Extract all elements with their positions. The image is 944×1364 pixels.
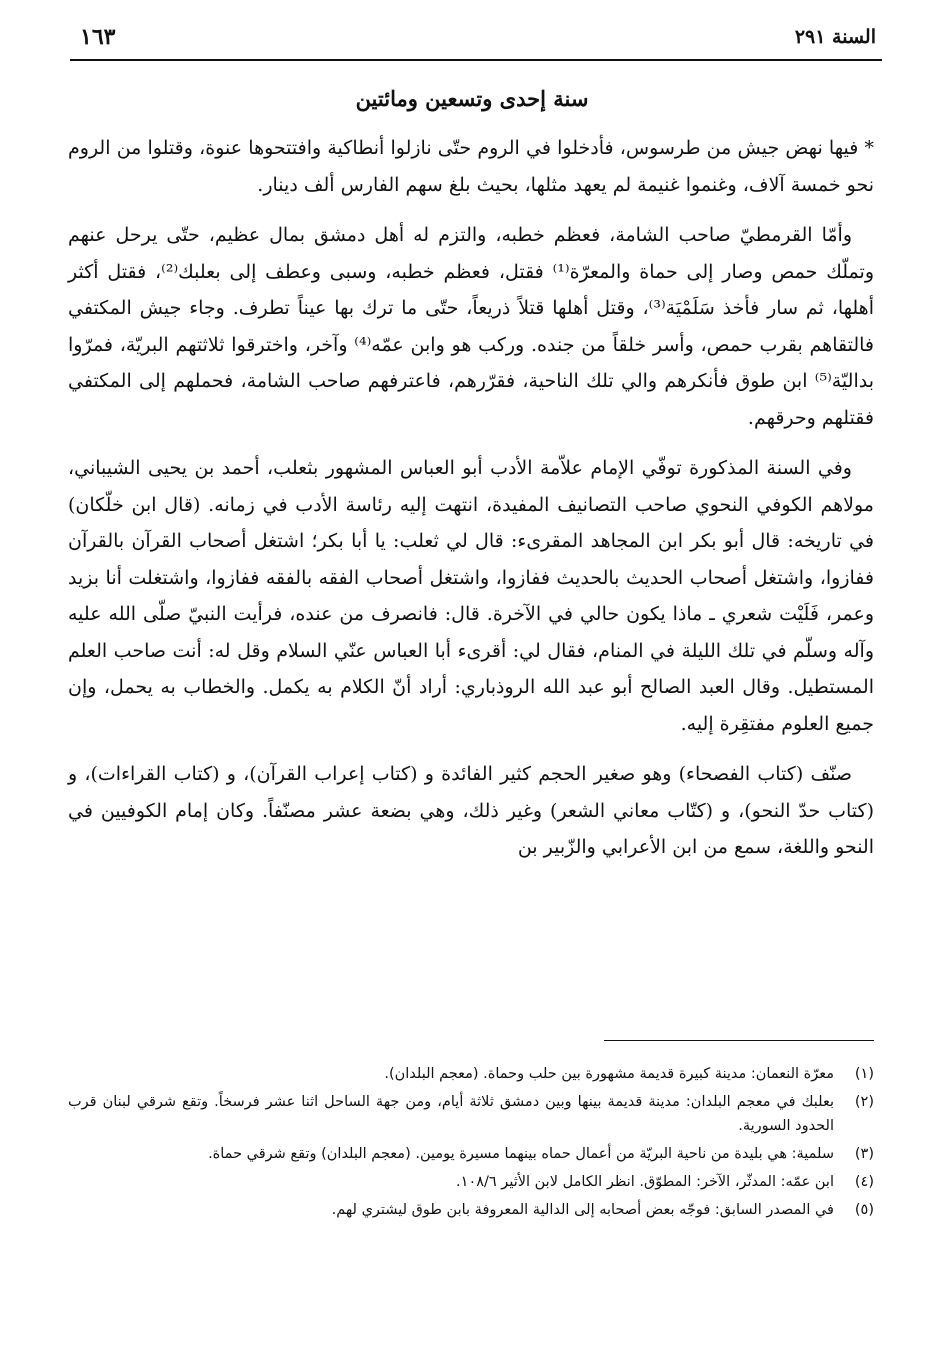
running-header — [80, 22, 876, 56]
paragraph-3: وفي السنة المذكورة توفّي الإمام علاّمة الأدب أبو العباس المشهور بثعلب، أحمد بن يحيى الشيباني، مولاهم الكوفي النحوي صاحب التصانيف المفيدة، انتهت إليه رئاسة الأدب في زمانه. (قال ابن خلّكان) في تاريخه: قال أبو بكر ابن المجاهد المقرىء: قال لي ثعلب: يا أبا بكر؛ اشتغل أصحاب القرآن بالقرآن ففازوا، واشتغل أصحاب الحديث بالحديث ففازوا، واشتغل أصحاب الفقه بالفقه ففازوا، واشتغلت أنا بزيد وعمر، فَلَيْت شعري ـ ماذا يكون حالي في الآخرة. قال: فانصرف من عنده، فرأيت النبيّ صلّى الله عليه وآله وسلّم في تلك الليلة في المنام، فقال لي: أقرىء أبا العباس عنّي السلام وقل له: أنت صاحب العلم المستطيل. وقال العبد الصالح أبو عبد الله الروذباري: أراد أنّ الكلام به يكمل. والخطاب به يحمل، وإن جميع العلوم مفتقِرة إليه. — [68, 457, 874, 735]
section-title: سنة إحدى وتسعين ومائتين — [355, 86, 589, 111]
footnote-number: (٢) — [854, 1094, 874, 1110]
main-text — [68, 130, 874, 880]
footnote-1 — [68, 1062, 874, 1086]
footnote-text: بعلبك في معجم البلدان: مدينة قديمة بينها وبين دمشق ثلاثة أيام، ومن جهة الساحل اثنا عشر فرسخاً. وتقع شرقي لبنان قرب الحدود السورية. — [68, 1094, 834, 1134]
footnote-5 — [68, 1198, 874, 1222]
footnote-number: (٤) — [854, 1174, 874, 1190]
paragraph-1: * فيها نهض جيش من طرسوس، فأدخلوا في الروم حتّى نازلوا أنطاكية وافتتحوها عنوة، وقتلوا من الروم نحو خمسة آلاف، وغنموا غنيمة لم يعهد مثلها، بحيث بلغ سهم الفارس ألف دينار. — [68, 137, 874, 196]
footnote-text: في المصدر السابق: فوجّه بعض أصحابه إلى الدالية المعروفة بابن طوق ليشتري لهم. — [331, 1202, 834, 1218]
footnote-text: ابن عمّه: المدثّر، الآخر: المطوّق. انظر الكامل لابن الأثير ١٠٨/٦. — [456, 1174, 834, 1190]
footnote-3 — [68, 1142, 874, 1166]
footnotes — [68, 1062, 874, 1226]
header-year: السنة ٢٩١ — [794, 26, 876, 48]
footnote-separator — [604, 1040, 874, 1041]
footnote-text: معرّة النعمان: مدينة كبيرة قديمة مشهورة بين حلب وحماة. (معجم البلدان). — [384, 1066, 834, 1082]
footnote-number: (١) — [854, 1066, 874, 1082]
footnote-number: (٥) — [854, 1202, 874, 1218]
footnote-4 — [68, 1170, 874, 1194]
page-number: ١٦٣ — [80, 24, 116, 50]
footnote-2 — [68, 1090, 874, 1138]
footnote-number: (٣) — [854, 1146, 874, 1162]
paragraph-2: وأمّا القرمطيّ صاحب الشامة، فعظم خطبه، والتزم له أهل دمشق بمال عظيم، حتّى يرحل عنهم وتملّك حمص وصار إلى حماة والمعرّة⁽¹⁾ فقتل، فعظم خطبه، وسبى وعطف إلى بعلبك⁽²⁾، فقتل أكثر أهلها، ثم سار فأخذ سَلَمْيَة⁽³⁾، وقتل أهلها قتلاً ذريعاً، حتّى ما ترك بها عيناً تطرف. وجاء جيش المكتفي فالتقاهم بقرب حمص، وأسر خلقاً من جنده. وركب هو وابن عمّه⁽⁴⁾ وآخر، واخترقوا ثلاثتهم البريّة، فمرّوا بداليّة⁽⁵⁾ ابن طوق فأنكرهم والي تلك الناحية، فقرّرهم، فاعترفهم صاحب الشامة، فحملهم إلى المكتفي فقتلهم وحرقهم. — [68, 224, 874, 429]
footnote-text: سلمية: هي بليدة من ناحية البريّة من أعمال حماه بينهما مسيرة يومين. (معجم البلدان) وتقع شرقي حماة. — [208, 1146, 834, 1162]
paragraph-4: صنّف (كتاب الفصحاء) وهو صغير الحجم كثير الفائدة و (كتاب إعراب القرآن)، و (كتاب القراءات)، و (كتاب حدّ النحو)، و (كتّاب معاني الشعر) وغير ذلك، وهي بضعة عشر مصنّفاً. وكان إمام الكوفيين في النحو واللغة، سمع من ابن الأعرابي والزّبير بن — [68, 763, 874, 858]
header-rule — [70, 59, 882, 61]
